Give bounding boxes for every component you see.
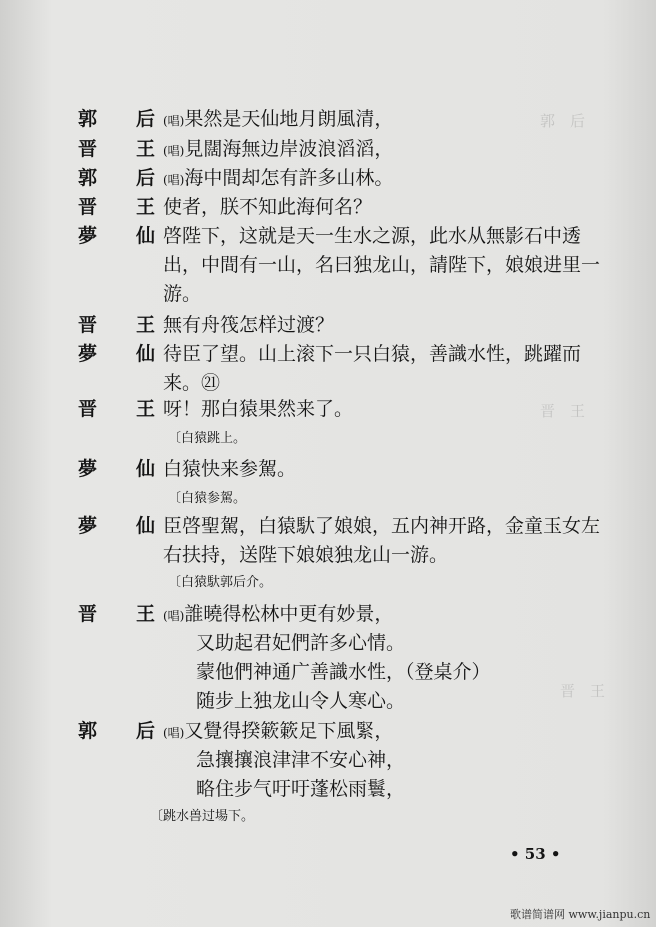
bleed-through-text: 郭 后 <box>540 112 586 130</box>
line-text: 白猿快来参駕。 <box>163 458 297 480</box>
sung-tag: (唱) <box>163 114 185 128</box>
line-text: 又覺得揆簌簌足下風緊， <box>184 720 394 742</box>
speaker-name: 夢 仙 <box>78 458 166 480</box>
line-text: 見闊海無边岸波浪滔滔， <box>184 138 394 160</box>
speaker-name: 郭 后 <box>78 720 166 742</box>
speaker-name: 晋 王 <box>78 196 166 218</box>
document-page: 郭 后 晋 王 晋 王 郭 后 (唱)果然是天仙地月朗風清， 晋 王 (唱)見闊海無边岸波浪滔滔， 郭 后 (唱)海中間却怎有許多山林。 晋 王 使者，朕不知此海何名？ 夢 仙 啓陛下，这就是天一生水之源，此水从無影石中透 出，中間有一山，名曰独龙山，請陛下，娘娘进里一 游。 晋 王 無有舟筏怎样过渡？ 夢 仙 待臣了望。山上滚下一只白猿，善識水性，跳躍而 来。㉑ 晋 王 呀！那白猿果然来了。 〔白猿跳上。 夢 仙 白猿快来参駕。 〔白猿参駕。 夢 仙 臣啓聖駕，白猿馱了娘娘，五内神开路，金童玉女左 右扶持，送陛下娘娘独龙山一游。 〔白猿馱郭后介。 晋 王 (唱)誰曉得松林中更有妙景， 又助起君妃們許多心情。 蒙他們神通广善識水性，（登桌介） 随步上独龙山令人寒心。 郭 后 (唱)又覺得揆簌簌足下風緊， 急攘攘浪津津不安心神， 略住步气吁吁蓬松雨鬟， 〔跳水兽过場下。 • 53 • 歌谱简谱网 www.jianpu.cn <box>0 0 656 927</box>
line-text: 誰曉得松林中更有妙景， <box>184 603 394 625</box>
bleed-through-text: 晋 王 <box>540 402 586 420</box>
line-text: 海中間却怎有許多山林。 <box>184 167 394 189</box>
speaker-name: 郭 后 <box>78 108 166 130</box>
speaker-name: 晋 王 <box>78 138 166 160</box>
watermark-text: 歌谱简谱网 www.jianpu.cn <box>510 908 651 921</box>
sung-tag: (唱) <box>163 144 185 158</box>
sung-tag: (唱) <box>163 609 185 623</box>
speaker-name: 晋 王 <box>78 398 166 420</box>
line-text: 待臣了望。山上滚下一只白猿，善識水性，跳躍而 <box>163 343 582 365</box>
line-text: 使者，朕不知此海何名？ <box>163 196 373 218</box>
speaker-name: 夢 仙 <box>78 225 166 247</box>
speaker-name: 晋 王 <box>78 314 166 336</box>
page-number: • 53 • <box>510 845 561 863</box>
speaker-name: 夢 仙 <box>78 515 166 537</box>
bleed-through-text: 晋 王 <box>560 682 606 700</box>
line-text: 啓陛下，这就是天一生水之源，此水从無影石中透 <box>163 225 582 247</box>
sung-tag: (唱) <box>163 726 185 740</box>
line-text: 果然是天仙地月朗風清， <box>184 108 394 130</box>
speaker-name: 夢 仙 <box>78 343 166 365</box>
line-text: 臣啓聖駕，白猿馱了娘娘，五内神开路，金童玉女左 <box>163 515 601 537</box>
speaker-name: 晋 王 <box>78 603 166 625</box>
speaker-name: 郭 后 <box>78 167 166 189</box>
sung-tag: (唱) <box>163 173 185 187</box>
line-text: 無有舟筏怎样过渡？ <box>163 314 335 336</box>
line-text: 呀！那白猿果然来了。 <box>163 398 354 420</box>
